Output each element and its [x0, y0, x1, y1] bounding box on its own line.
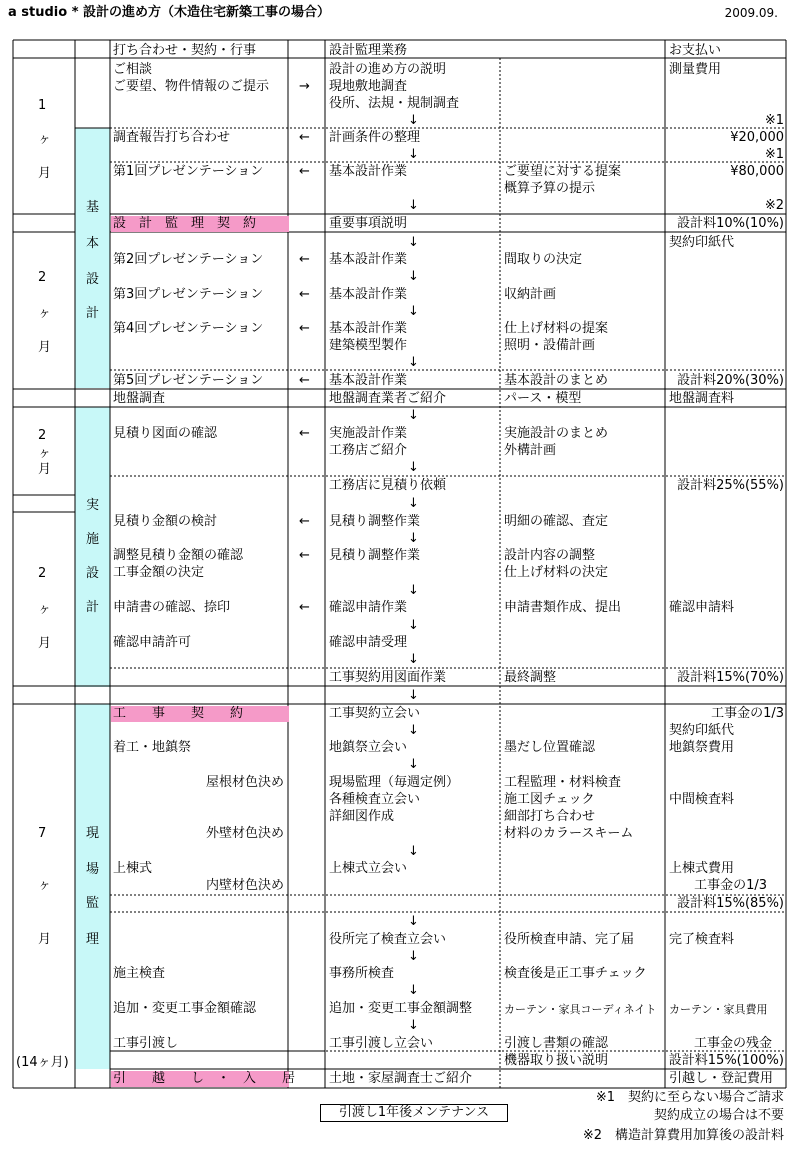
month-label: 1: [38, 98, 47, 113]
phase-label: 計: [86, 306, 100, 321]
detail-text: 外構計画: [504, 443, 557, 458]
payment-text: 測量費用: [669, 62, 722, 77]
detail-text: 収納計画: [504, 287, 557, 302]
work-text: 工事契約用図面作業: [329, 670, 447, 685]
payment-text: 上棟式費用: [669, 861, 735, 876]
detail-text: 申請書類作成、提出: [504, 600, 622, 615]
month-label: 7: [38, 826, 47, 841]
detail-text: 引渡し書類の確認: [504, 1036, 609, 1051]
work-text: 各種検査立会い: [329, 792, 421, 807]
phase-label: 本: [86, 236, 100, 251]
phase-label: 理: [86, 932, 100, 947]
arrow-down: ↓: [408, 355, 419, 370]
arrow-left: ←: [299, 514, 310, 529]
footnote: ※2 構造計算費用加算後の設計料: [582, 1128, 784, 1143]
detail-text: 検査後是正工事チェック: [504, 966, 647, 981]
work-text: 工務店ご紹介: [329, 443, 408, 458]
payment-text: 設計料10%(10%): [677, 216, 784, 231]
phase-label: 施: [86, 532, 100, 547]
phase-label: 場: [86, 862, 100, 877]
arrow-down: ↓: [408, 235, 419, 250]
arrow-down: ↓: [408, 949, 419, 964]
month-label: 月: [38, 636, 52, 651]
event-text: 第4回プレゼンテーション: [113, 321, 264, 336]
phase-label: 監: [86, 896, 100, 911]
arrow-left: ←: [299, 548, 310, 563]
event-text: 見積り金額の検討: [113, 514, 218, 529]
event-text: 申請書の確認、捺印: [113, 600, 231, 615]
event-text: 確認申請許可: [113, 635, 192, 650]
work-text: 建築模型製作: [329, 338, 408, 353]
event-text: 屋根材色決め: [205, 775, 284, 790]
work-text: 基本設計作業: [329, 164, 408, 179]
phase-label: 設: [86, 566, 100, 581]
arrow-left: ←: [299, 164, 310, 179]
month-label: ヶ: [38, 306, 52, 321]
header-payment: お支払い: [669, 43, 722, 58]
arrow-down: ↓: [408, 113, 419, 128]
event-text: 外壁材色決め: [205, 826, 284, 841]
phase-label: 実: [86, 498, 100, 513]
payment-text: 設計料25%(55%): [677, 478, 784, 493]
phase-bar: [76, 704, 110, 1069]
phase-label: 計: [86, 600, 100, 615]
construction-contract-milestone: 工 事 契 約: [111, 706, 289, 722]
payment-text: 地鎮祭費用: [669, 740, 735, 755]
payment-text: 契約印紙代: [669, 235, 735, 250]
event-text: 調整見積り金額の確認: [113, 548, 244, 563]
month-label: ヶ: [38, 602, 52, 617]
arrow-down: ↓: [408, 1018, 419, 1033]
payment-text: ¥20,000: [730, 130, 784, 145]
month-label: 2: [38, 566, 47, 581]
work-text: 土地・家屋調査士ご紹介: [329, 1071, 473, 1086]
maintenance-box: 引渡し1年後メンテナンス: [320, 1104, 508, 1122]
arrow-down: ↓: [408, 723, 419, 738]
arrow-down: ↓: [408, 914, 419, 929]
work-text: 工務店に見積り依頼: [329, 478, 447, 493]
payment-text: 設計料15%(85%): [677, 896, 784, 911]
payment-text: 設計料15%(100%): [668, 1053, 784, 1068]
month-label: 2: [38, 270, 47, 285]
detail-text: 設計内容の調整: [504, 548, 596, 563]
detail-text: 照明・設備計画: [504, 338, 596, 353]
work-text: 基本設計作業: [329, 287, 408, 302]
detail-text: 基本設計のまとめ: [504, 373, 609, 388]
arrow-down: ↓: [408, 688, 419, 703]
work-text: 役所、法規・規制調査: [329, 96, 460, 111]
work-text: 見積り調整作業: [329, 514, 421, 529]
payment-text: 設計料20%(30%): [677, 373, 784, 388]
event-text: 第2回プレゼンテーション: [113, 252, 264, 267]
arrow-down: ↓: [408, 198, 419, 213]
work-text: 計画条件の整理: [329, 130, 421, 145]
arrow-left: ←: [299, 130, 310, 145]
detail-text: 材料のカラースキーム: [504, 826, 634, 841]
event-text: 第3回プレゼンテーション: [113, 287, 264, 302]
detail-text: 仕上げ材料の提案: [504, 321, 609, 336]
footnote: ※1 契約に至らない場合ご請求: [595, 1090, 784, 1105]
detail-text: 明細の確認、査定: [504, 514, 609, 529]
arrow-down: ↓: [408, 147, 419, 162]
detail-text: 概算予算の提示: [504, 181, 596, 196]
arrow-down: ↓: [408, 618, 419, 633]
event-text: 追加・変更工事金額確認: [113, 1001, 257, 1016]
event-text: ご要望、物件情報のご提示: [113, 79, 270, 94]
payment-text: 工事金の1/3: [694, 878, 767, 893]
work-text: 地鎮祭立会い: [329, 740, 408, 755]
month-label: ヶ: [38, 446, 52, 461]
event-text: 内壁材色決め: [205, 878, 284, 893]
work-text: 確認申請作業: [329, 600, 408, 615]
arrow-left: ←: [299, 321, 310, 336]
arrow-right: →: [299, 79, 310, 94]
payment-text: 工事金の残金: [693, 1036, 772, 1051]
work-text: 上棟式立会い: [329, 861, 408, 876]
arrow-down: ↓: [408, 304, 419, 319]
work-text: 設計の進め方の説明: [329, 62, 447, 77]
detail-text: 実施設計のまとめ: [504, 426, 609, 441]
work-text: 工事契約立会い: [329, 706, 421, 721]
arrow-down: ↓: [408, 583, 419, 598]
detail-text: 工程監理・材料検査: [504, 775, 622, 790]
note-mark: ※2: [764, 198, 784, 213]
arrow-left: ←: [299, 287, 310, 302]
header-events: 打ち合わせ・契約・行事: [113, 43, 257, 58]
work-text: 現地敷地調査: [329, 79, 408, 94]
event-text: 上棟式: [113, 861, 153, 876]
work-text: 重要事項説明: [329, 216, 408, 231]
detail-text: 最終調整: [504, 670, 557, 685]
detail-text: 墨だし位置確認: [504, 740, 596, 755]
detail-text: 施工図チェック: [504, 792, 595, 807]
payment-text: カーテン・家具費用: [669, 1003, 768, 1016]
arrow-down: ↓: [408, 460, 419, 475]
work-text: 基本設計作業: [329, 321, 408, 336]
month-label: 月: [38, 462, 52, 477]
phase-label: 現: [86, 826, 100, 841]
arrow-down: ↓: [408, 269, 419, 284]
event-text: 地盤調査: [113, 391, 166, 406]
month-label: ヶ: [38, 878, 52, 893]
detail-text: 間取りの決定: [504, 252, 583, 267]
event-text: 見積り図面の確認: [113, 426, 218, 441]
work-text: 詳細図作成: [329, 809, 395, 824]
work-text: 基本設計作業: [329, 252, 408, 267]
document-date: 2009.09.: [724, 6, 778, 20]
note-mark: ※1: [764, 113, 784, 128]
work-text: 確認申請受理: [329, 635, 408, 650]
payment-text: 引越し・登記費用: [669, 1071, 774, 1086]
arrow-down: ↓: [408, 531, 419, 546]
month-label: 月: [38, 166, 52, 181]
work-text: 実施設計作業: [329, 426, 408, 441]
phase-bar: [76, 128, 110, 388]
arrow-down: ↓: [408, 983, 419, 998]
note-mark: ※1: [764, 147, 784, 162]
detail-text: カーテン・家具コーディネイト: [504, 1003, 657, 1016]
event-text: ご相談: [113, 62, 153, 77]
arrow-down: ↓: [408, 757, 419, 772]
phase-label: 設: [86, 272, 100, 287]
work-text: 事務所検査: [329, 966, 395, 981]
arrow-left: ←: [299, 426, 310, 441]
work-text: 現場監理（毎週定例）: [329, 775, 460, 790]
move-in-milestone: 引 越 し ・ 入 居: [113, 1071, 296, 1086]
arrow-down: ↓: [408, 844, 419, 859]
arrow-down: ↓: [408, 496, 419, 511]
payment-text: 地盤調査料: [669, 391, 735, 406]
month-label: 月: [38, 932, 52, 947]
work-text: 見積り調整作業: [329, 548, 421, 563]
work-text: 基本設計作業: [329, 373, 408, 388]
footnote: 契約成立の場合は不要: [653, 1108, 784, 1123]
payment-text: 確認申請料: [669, 600, 735, 615]
detail-text: 細部打ち合わせ: [504, 809, 596, 824]
detail-text: ご要望に対する提案: [504, 164, 622, 179]
work-text: 役所完了検査立会い: [329, 932, 447, 947]
arrow-left: ←: [299, 252, 310, 267]
detail-text: 機器取り扱い説明: [504, 1053, 609, 1068]
arrow-down: ↓: [408, 408, 419, 423]
payment-text: ¥80,000: [730, 164, 784, 179]
arrow-left: ←: [299, 600, 310, 615]
work-text: 工事引渡し立会い: [329, 1036, 434, 1051]
event-text: 第1回プレゼンテーション: [113, 164, 264, 179]
event-text: 工事金額の決定: [113, 565, 205, 580]
event-text: 調査報告打ち合わせ: [113, 130, 231, 145]
phase-label: 基: [86, 200, 100, 215]
design-contract-milestone: 設 計 監 理 契 約: [111, 216, 289, 232]
arrow-left: ←: [299, 373, 310, 388]
total-duration: (14ヶ月): [16, 1055, 69, 1070]
work-text: 地盤調査業者ご紹介: [329, 391, 447, 406]
event-text: 第5回プレゼンテーション: [113, 373, 264, 388]
detail-text: パース・模型: [504, 391, 582, 406]
month-label: 2: [38, 428, 47, 443]
event-text: 施主検査: [113, 966, 166, 981]
payment-text: 設計料15%(70%): [677, 670, 784, 685]
page-title: a studio * 設計の進め方（木造住宅新築工事の場合）: [8, 5, 331, 20]
payment-text: 工事金の1/3: [711, 706, 784, 721]
payment-text: 中間検査料: [669, 792, 735, 807]
work-text: 追加・変更工事金額調整: [329, 1001, 473, 1016]
payment-text: 契約印紙代: [669, 723, 735, 738]
event-text: 工事引渡し: [113, 1036, 179, 1051]
header-work: 設計監理業務: [329, 43, 408, 58]
month-label: 月: [38, 340, 52, 355]
detail-text: 仕上げ材料の決定: [504, 565, 609, 580]
arrow-down: ↓: [408, 652, 419, 667]
payment-text: 完了検査料: [669, 932, 735, 947]
detail-text: 役所検査申請、完了届: [504, 932, 635, 947]
month-label: ヶ: [38, 132, 52, 147]
event-text: 着工・地鎮祭: [113, 740, 192, 755]
